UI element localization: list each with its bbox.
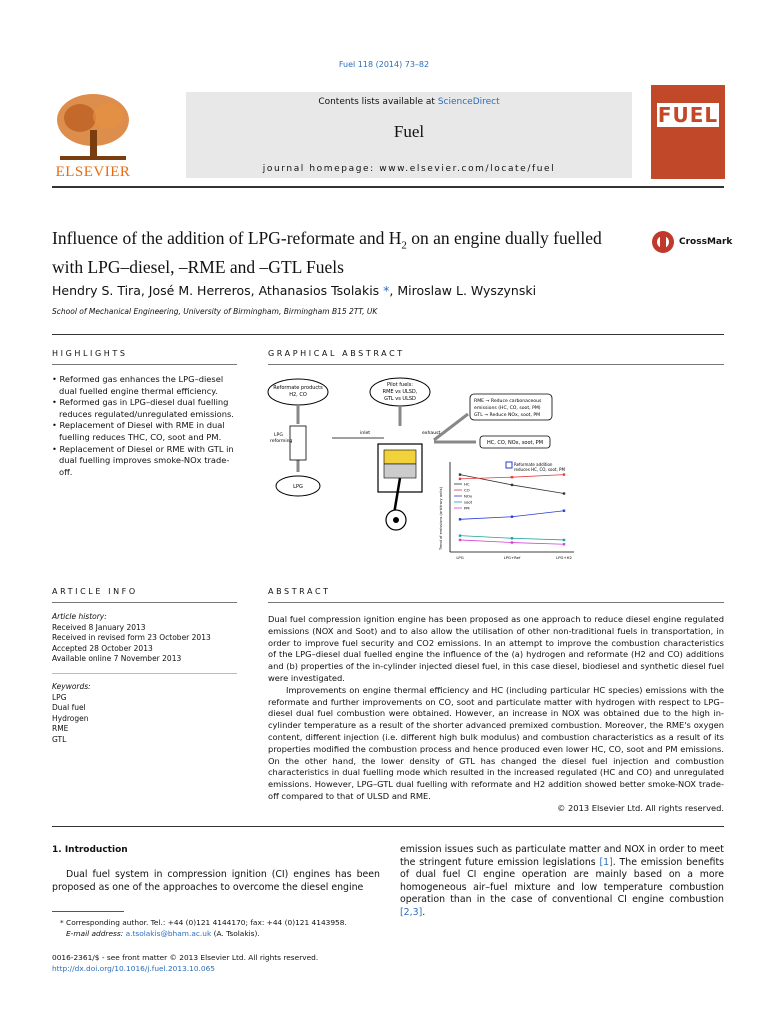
- data-point: [511, 541, 513, 543]
- data-point: [563, 539, 565, 541]
- data-point: [459, 539, 461, 541]
- abstract-paragraph: Improvements on engine thermal efficiency and HC (including particular HC species) emissions with the reformate and further improvements on CO, soot and particulate matter with hydrogen with respect to LPG–diesel dual fuel combustion were obtained. However, an increase in NOX was obtained due to the high in-cylinder temperature as a result of the shorter advanced premixed combustion. Moreover, the RME's oxygen content, different injection (i.e. different high bulk modulus) and combustion characteristics as a result of its properties modified the combustion process and hence produced even lower HC, CO, soot and PM emissions. On the other hand, the lower density of GTL has changed the diesel fuel injection and combustion characteristics in dual fuelling mode which resulted in the increased regulated (HC and CO) and unregulated emissions. However, LPG–GTL dual fuelling with reformate and H2 addition showed better smoke-NOX trade-off compared to that of ULSD and RME.: [268, 684, 724, 801]
- data-point: [459, 534, 461, 536]
- reference-link[interactable]: [1]: [599, 856, 613, 868]
- article-info-heading: ARTICLE INFO: [52, 587, 138, 596]
- sciencedirect-link[interactable]: ScienceDirect: [437, 97, 500, 107]
- abstract-body: [268, 614, 724, 815]
- graphical-abstract-rule: [268, 364, 724, 365]
- pilot-fuel-cloud: [370, 378, 430, 406]
- svg-text:reduces HC, CO, soot, PM: reduces HC, CO, soot, PM: [514, 467, 565, 472]
- journal-cover: [651, 85, 725, 179]
- data-point: [511, 476, 513, 478]
- emissions-chart: [439, 462, 574, 560]
- highlights-list: [52, 374, 237, 478]
- data-point: [511, 537, 513, 539]
- data-point: [459, 478, 461, 480]
- exhaust-label: exhaust: [422, 431, 441, 436]
- crossmark-label[interactable]: CrossMark: [679, 237, 733, 247]
- footnote-issn: 0016-2361/$ - see front matter © 2013 Elsevier Ltd. All rights reserved. http://dx.doi.org/10.1016/j.fuel.2013.10.065: [52, 953, 452, 974]
- x-tick-label: LPG+Ref: [503, 555, 521, 560]
- svg-text:Pilot fuels:: Pilot fuels:: [387, 382, 413, 388]
- footnote-corresponding: * Corresponding author. Tel.: +44 (0)121 4144170; fax: +44 (0)121 4143958. E-mail address: a.tsolakis@bham.ac.uk (A. Tsolakis).: [60, 918, 347, 938]
- author-email-link[interactable]: a.tsolakis@bham.ac.uk: [125, 928, 212, 938]
- copyright: © 2013 Elsevier Ltd. All rights reserved.: [557, 802, 724, 813]
- list-item: • Reformed gas enhances the LPG–diesel dual fuelled engine thermal efficiency.: [52, 374, 224, 396]
- highlights-heading: HIGHLIGHTS: [52, 349, 128, 358]
- reformate-cloud: [268, 379, 328, 405]
- affiliation: School of Mechanical Engineering, University of Birmingham, Birmingham B15 2TT, UK: [52, 307, 378, 316]
- contents-prefix: Contents lists available at: [318, 97, 438, 107]
- contents-line: [186, 97, 632, 107]
- list-item: • Replacement of Diesel or RME with GTL in dual fuelling improves smoke-NOx trade-off.: [52, 443, 234, 477]
- journal-homepage[interactable]: journal homepage: www.elsevier.com/locate/fuel: [262, 164, 556, 174]
- data-point: [459, 518, 461, 520]
- author-list: Hendry S. Tira, José M. Herreros, Athanasios Tsolakis *, Miroslaw L. Wyszynski: [52, 283, 537, 298]
- lpg-label: LPG: [293, 484, 303, 490]
- abstract-rule: [268, 602, 724, 603]
- abstract-bottom-rule: [52, 826, 724, 827]
- chart-ylabel: Trend of emissions (arbitrary units): [439, 487, 443, 550]
- info-divider: [52, 673, 237, 674]
- svg-text:GTL → Reduce NOx, soot, PM: GTL → Reduce NOx, soot, PM: [474, 413, 541, 418]
- emissions-box: [480, 436, 550, 448]
- legend-label: HC: [464, 481, 470, 487]
- data-point: [563, 543, 565, 545]
- svg-text:RME vs ULSD,: RME vs ULSD,: [382, 389, 418, 395]
- journal-name: Fuel: [393, 122, 425, 141]
- graphical-abstract-heading: GRAPHICAL ABSTRACT: [268, 349, 405, 358]
- article-title: Influence of the addition of LPG-reformate and $H_2$ on an engine dually fuelled with LPG–diesel, –RME and –GTL Fuels: [52, 228, 602, 277]
- svg-text:H2, CO: H2, CO: [289, 392, 307, 398]
- legend-label: NOx: [464, 493, 473, 499]
- journal-citation[interactable]: Fuel 118 (2014) 73–82: [338, 60, 430, 69]
- svg-text:emissions (HC, CO, soot, PM): emissions (HC, CO, soot, PM): [474, 406, 541, 411]
- cover-title: FUEL: [657, 103, 719, 127]
- footnote-rule: [52, 911, 124, 912]
- title-rule: [52, 334, 724, 335]
- data-point: [511, 516, 513, 518]
- abstract-paragraph: Dual fuel compression ignition engine has been proposed as one approach to reduce diesel engine regulated emissions (NOX and Soot) and to also allow the utilisation of other non-traditional fuels in transportation, in order to improve fuel security and CO2 emissions. In an attempt to improve the combustion characteristics of the LPG–diesel dual fuelled engine the influence of the (a) hydrogen and reformate (H2 and CO) additions and (b) properties of the in-cylinder injected diesel fuel, in this case diesel, biodiesel and synthetic diesel fuel were investigated.: [268, 614, 724, 683]
- svg-text:GTL vs ULSD: GTL vs ULSD: [384, 396, 416, 402]
- graphical-abstract-figure: [262, 370, 582, 570]
- intro-right-text: emission issues such as particulate matter and NOX in order to meet the stringent future emission legislations [1]. The emission benefits of dual fuel CI engine operation are mainly based on a more homogeneous air–fuel mixture and low temperature combustion operation than in the case of conventional CI engine combustion [2,3].: [400, 844, 725, 918]
- data-point: [563, 510, 565, 512]
- x-tick-label: LPG+H2: [556, 555, 572, 560]
- reference-link[interactable]: [2,3]: [400, 906, 423, 918]
- svg-text:Reformate products: Reformate products: [273, 385, 323, 391]
- svg-text:RME → Reduce carbonaceous: RME → Reduce carbonaceous: [474, 399, 542, 404]
- publisher-name: ELSEVIER: [55, 164, 131, 180]
- corresponding-author-marker[interactable]: *: [379, 283, 390, 298]
- intro-left-text: Dual fuel system in compression ignition (CI) engines has been proposed as one of the approaches to overcome the diesel engine: [52, 869, 380, 893]
- svg-text:reforming: reforming: [270, 439, 293, 444]
- chart-note: Reformate addition: [514, 462, 553, 467]
- svg-text:HC, CO, NOx, soot, PM: HC, CO, NOx, soot, PM: [486, 440, 544, 446]
- data-point: [563, 492, 565, 494]
- list-item: • Replacement of Diesel with RME in dual fuelling reduces THC, CO, soot and PM.: [52, 420, 225, 442]
- article-info-rule: [52, 602, 237, 603]
- data-point: [511, 484, 513, 486]
- article-history: Article history: Received 8 January 2013 Received in revised form 23 October 2013 Accepted 28 October 2013 Available online 7 November 2013: [52, 612, 211, 663]
- legend-label: PM: [464, 505, 470, 511]
- highlights-rule: [52, 364, 237, 365]
- inlet-label: inlet: [360, 431, 371, 436]
- header-rule: [52, 186, 724, 188]
- series-line-nox: [460, 511, 564, 520]
- x-tick-label: LPG: [456, 555, 464, 560]
- lpg-reforming-label: LPG: [274, 433, 283, 438]
- keywords: Keywords: LPG Dual fuel Hydrogen RME GTL: [52, 682, 91, 744]
- section-heading: 1. Introduction: [52, 845, 128, 855]
- crossmark-icon[interactable]: [652, 231, 674, 253]
- data-point: [563, 473, 565, 475]
- legend-label: CO: [464, 487, 470, 493]
- legend-label: soot: [464, 499, 473, 505]
- data-point: [459, 473, 461, 475]
- engine-diagram: [378, 444, 422, 530]
- abstract-heading: ABSTRACT: [268, 587, 331, 596]
- fuel-effects-box: [470, 394, 552, 420]
- doi-link[interactable]: http://dx.doi.org/10.1016/j.fuel.2013.10.065: [52, 963, 215, 973]
- list-item: • Reformed gas in LPG–diesel dual fuelling reduces regulated/unregulated emissions.: [52, 397, 234, 419]
